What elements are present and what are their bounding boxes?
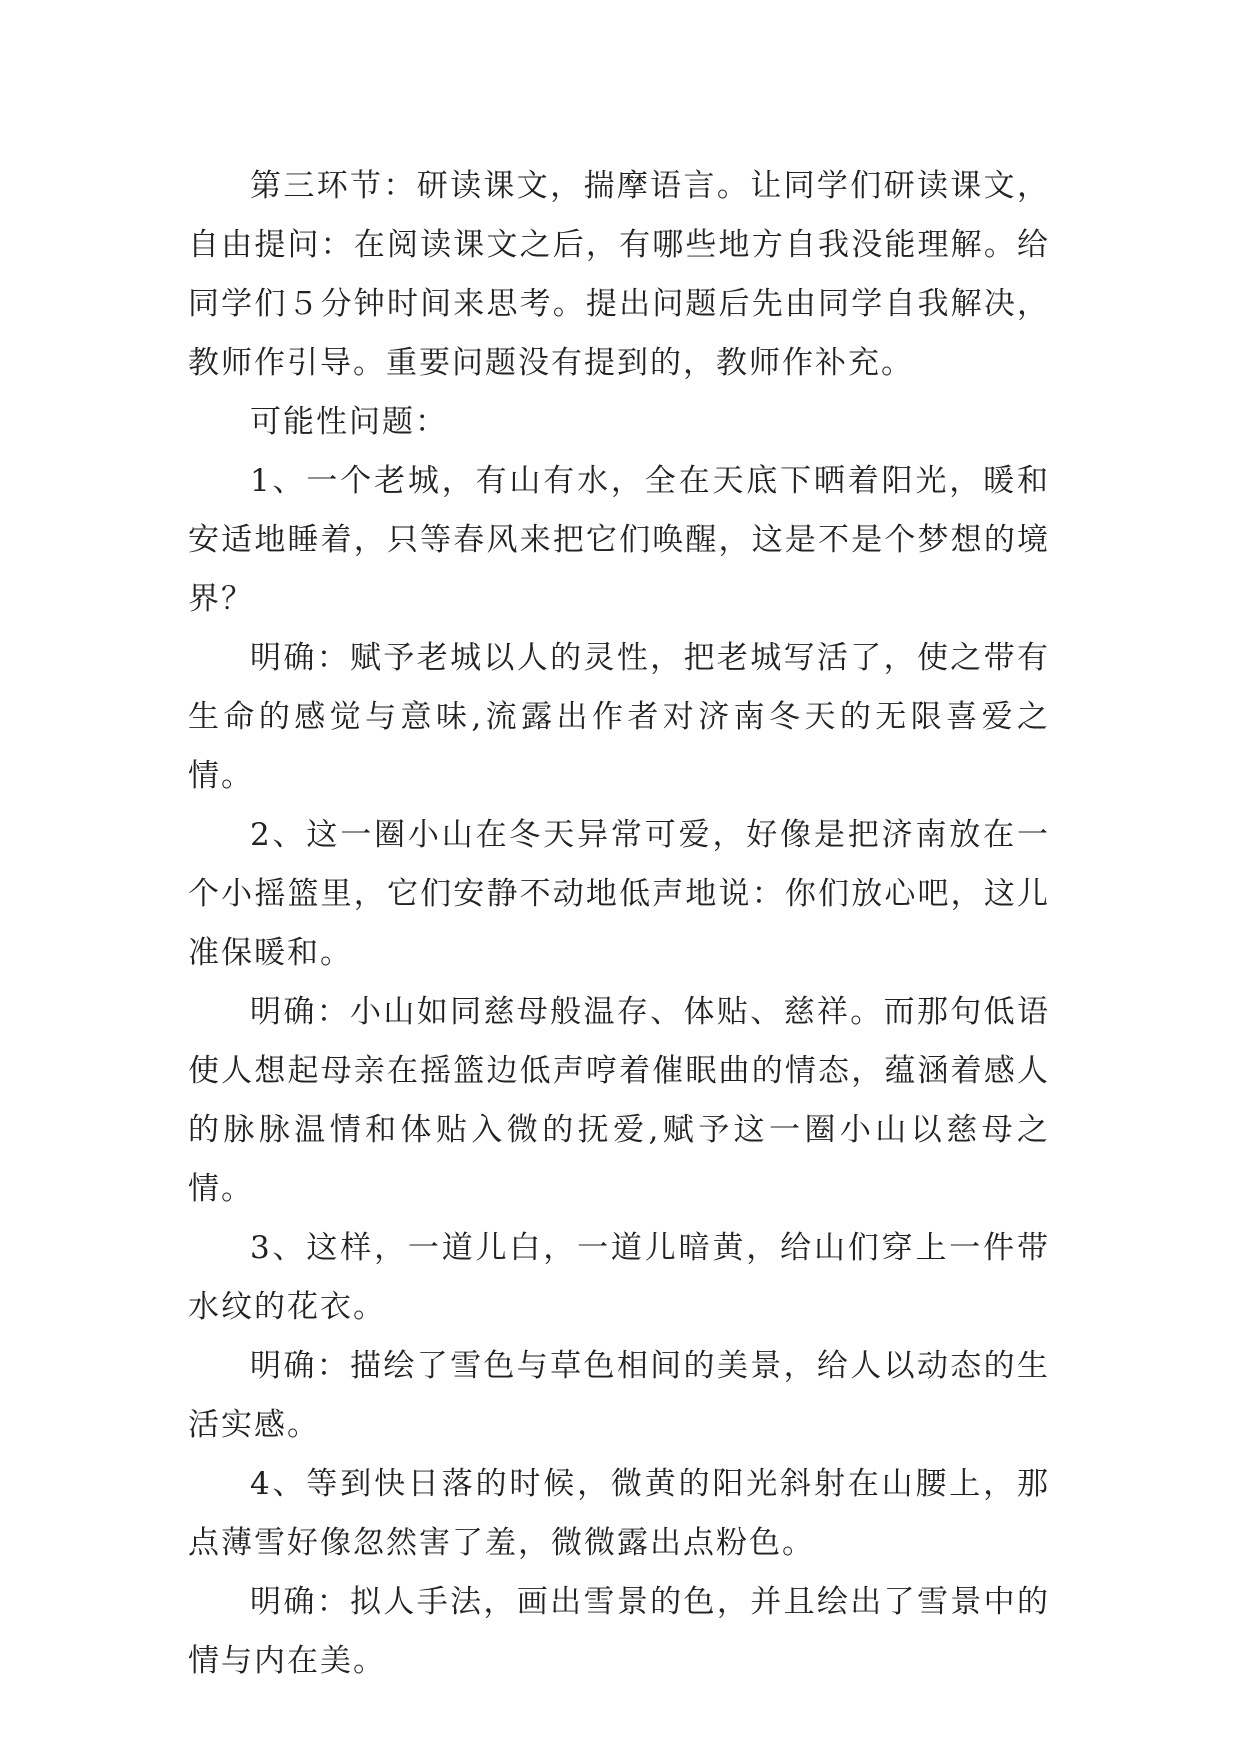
paragraph-answer-1: 明确：赋予老城以人的灵性，把老城写活了，使之带有生命的感觉与意味,流露出作者对济南冬天的无限喜爱之情。 xyxy=(188,640,1050,794)
document-body xyxy=(188,157,1050,1691)
paragraph-question-2: 2、这一圈小山在冬天异常可爱，好像是把济南放在一个小摇篮里，它们安静不动地低声地说：你们放心吧，这儿准保暖和。 xyxy=(188,817,1050,971)
paragraph-answer-2: 明确：小山如同慈母般温存、体贴、慈祥。而那句低语使人想起母亲在摇篮边低声哼着催眠曲的情态，蕴涵着感人的脉脉温情和体贴入微的抚爱,赋予这一圈小山以慈母之情。 xyxy=(188,994,1050,1207)
paragraph-third-stage: 第三环节：研读课文，揣摩语言。让同学们研读课文，自由提问：在阅读课文之后，有哪些地方自我没能理解。给同学们５分钟时间来思考。提出问题后先由同学自我解决，教师作引导。重要问题没有提到的，教师作补充。 xyxy=(188,168,1050,381)
paragraph-possible-questions-heading: 可能性问题： xyxy=(250,404,448,440)
paragraph-question-3: 3、这样，一道儿白，一道儿暗黄，给山们穿上一件带水纹的花衣。 xyxy=(188,1230,1050,1325)
paragraph-question-4: 4、等到快日落的时候，微黄的阳光斜射在山腰上，那点薄雪好像忽然害了羞，微微露出点粉色。 xyxy=(188,1466,1050,1561)
paragraph-answer-3: 明确：描绘了雪色与草色相间的美景，给人以动态的生活实感。 xyxy=(188,1348,1050,1443)
paragraph-question-1: 1、一个老城，有山有水，全在天底下晒着阳光，暖和安适地睡着，只等春风来把它们唤醒，这是不是个梦想的境界？ xyxy=(188,463,1050,617)
paragraph-answer-4: 明确：拟人手法，画出雪景的色，并且绘出了雪景中的情与内在美。 xyxy=(188,1584,1050,1679)
